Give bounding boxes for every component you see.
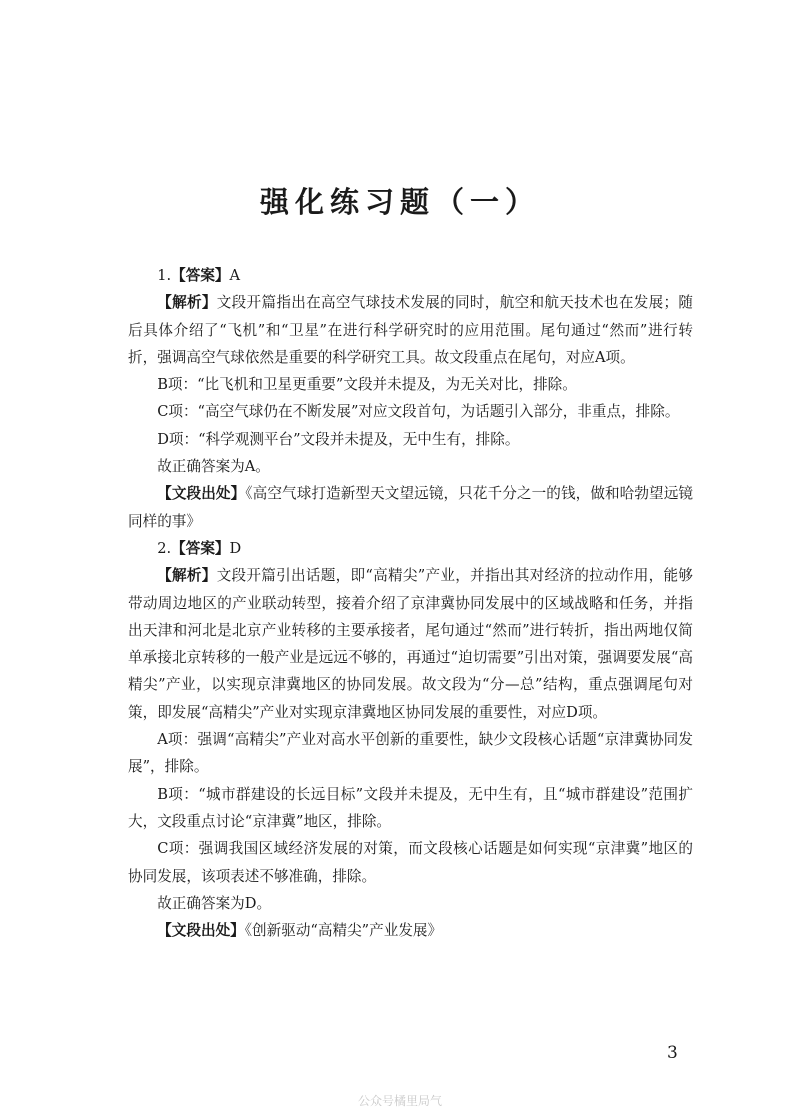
q1-option-b: B项：“比飞机和卫星更重要”文段并未提及，为无关对比，排除。 <box>157 376 577 394</box>
q1-analysis <box>128 289 693 371</box>
q1-analysis-tag: 【解析】 <box>157 294 217 312</box>
q2-analysis <box>128 562 693 726</box>
page-title: 强化练习题（一） <box>259 185 540 219</box>
q1-source-tag: 【文段出处】 <box>157 485 246 503</box>
q2-answer-tag: 【答案】 <box>171 539 230 557</box>
q1-analysis-text: 文段开篇指出在高空气球技术发展的同时，航空和航天技术也在发展；随后具体介绍了“飞机”和“卫星”在进行科学研究时的应用范围。尾句通过“然而”进行转折，强调高空气球依然是重要的科学研究工具。故文段重点在尾句，对应A项。 <box>128 294 693 366</box>
q1-source-text: 《高空气球打造新型天文望远镜，只花千分之一的钱，做和哈勃望远镜同样的事》 <box>128 485 693 530</box>
q2-option-c: C项：强调我国区域经济发展的对策，而文段核心话题是如何实现“京津冀”地区的协同发展，该项表述不够准确，排除。 <box>128 840 693 885</box>
q1-answer-line <box>128 262 693 289</box>
q1-number: 1. <box>157 267 172 284</box>
q1-conclusion: 故正确答案为A。 <box>157 458 270 476</box>
q1-source <box>128 480 693 535</box>
q1-option-d: D项：“科学观测平台”文段并未提及，无中生有，排除。 <box>157 430 520 448</box>
q2-source <box>128 917 693 944</box>
q2-option-a: A项：强调“高精尖”产业对高水平创新的重要性，缺少文段核心话题“京津冀协同发展”，排除。 <box>128 731 693 776</box>
q2-option-b: B项：“城市群建设的长远目标”文段并未提及，无中生有，且“城市群建设”范围扩大，文段重点讨论“京津冀”地区，排除。 <box>128 785 693 830</box>
q1-option-c: C项：“高空气球仍在不断发展”对应文段首句，为话题引入部分，非重点，排除。 <box>157 403 680 421</box>
q2-answer: D <box>229 539 242 557</box>
watermark: 公众号橘里局气 <box>357 1094 442 1108</box>
q1-answer-tag: 【答案】 <box>171 267 230 284</box>
q2-analysis-tag: 【解析】 <box>157 567 217 585</box>
q2-source-text: 《创新驱动“高精尖”产业发展》 <box>244 922 443 940</box>
q2-number: 2. <box>157 539 172 557</box>
q1-answer: A <box>229 267 241 284</box>
answer-content <box>128 262 693 944</box>
page-number: 3 <box>667 1043 678 1063</box>
q2-source-tag: 【文段出处】 <box>157 922 245 940</box>
q2-conclusion: 故正确答案为D。 <box>157 894 272 912</box>
q2-answer-line <box>128 535 693 562</box>
q2-analysis-text: 文段开篇引出话题，即“高精尖”产业，并指出其对经济的拉动作用，能够带动周边地区的产业联动转型，接着介绍了京津冀协同发展中的区域战略和任务，并指出天津和河北是北京产业转移的主要承接者，尾句通过“然而”进行转折，指出两地仅简单承接北京转移的一般产业是远远不够的，再通过“迫切需要”引出对策，强调要发展“高精尖”产业，以实现京津冀地区的协同发展。故文段为“分—总”结构，重点强调尾句对策，即发展“高精尖”产业对实现京津冀地区协同发展的重要性，对应D项。 <box>128 567 693 721</box>
